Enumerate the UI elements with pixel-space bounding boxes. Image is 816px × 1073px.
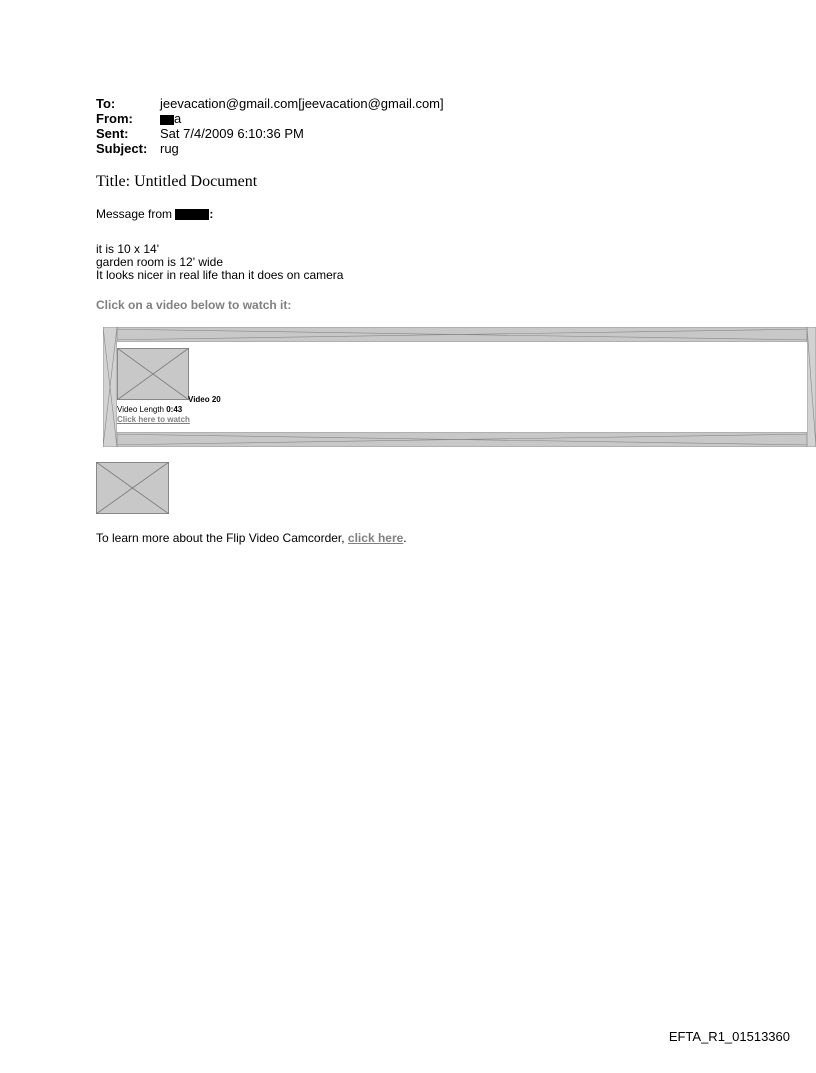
learn-more-prefix: To learn more about the Flip Video Camcorder, xyxy=(96,531,348,545)
video-frame xyxy=(103,327,816,447)
to-value: jeevacation@gmail.com[jeevacation@gmail.com] xyxy=(160,96,444,111)
redaction-block xyxy=(175,209,209,220)
body-line: It looks nicer in real life than it does on camera xyxy=(96,268,344,282)
from-value-suffix: a xyxy=(174,111,182,126)
body-line: garden room is 12' wide xyxy=(96,255,224,269)
from-row xyxy=(96,111,444,126)
learn-more-line xyxy=(96,531,407,545)
from-label: From: xyxy=(96,111,133,126)
message-from-suffix: : xyxy=(209,207,214,221)
video-length-value: 0:43 xyxy=(166,405,183,414)
document-id-footer: EFTA_R1_01513360 xyxy=(668,1029,790,1044)
to-label: To: xyxy=(96,96,116,111)
watch-video-link[interactable]: Click here to watch xyxy=(117,415,190,424)
video-length xyxy=(117,405,182,414)
learn-more-link[interactable]: click here xyxy=(347,531,404,545)
sent-label: Sent: xyxy=(96,126,129,141)
subject-value: rug xyxy=(160,141,179,156)
message-from xyxy=(96,207,213,221)
click-video-label: Click on a video below to watch it: xyxy=(96,298,292,312)
image-placeholder-icon xyxy=(96,462,169,514)
video-title: Video 20 xyxy=(188,395,221,404)
document-title: Title: Untitled Document xyxy=(96,173,258,190)
message-body xyxy=(96,243,343,282)
email-header xyxy=(96,96,444,156)
subject-label: Subject: xyxy=(96,141,148,156)
to-row xyxy=(96,96,444,111)
video-thumbnail-icon[interactable] xyxy=(117,348,189,400)
video-length-label: Video Length xyxy=(117,405,167,414)
redaction-block xyxy=(160,115,174,125)
sent-row xyxy=(96,126,444,141)
subject-row xyxy=(96,141,444,156)
learn-more-suffix: . xyxy=(403,531,407,545)
video-frame-border xyxy=(103,327,816,447)
message-from-prefix: Message from xyxy=(96,207,176,221)
sent-value: Sat 7/4/2009 6:10:36 PM xyxy=(160,126,304,141)
from-value xyxy=(160,111,181,126)
body-line: it is 10 x 14' xyxy=(96,242,159,256)
